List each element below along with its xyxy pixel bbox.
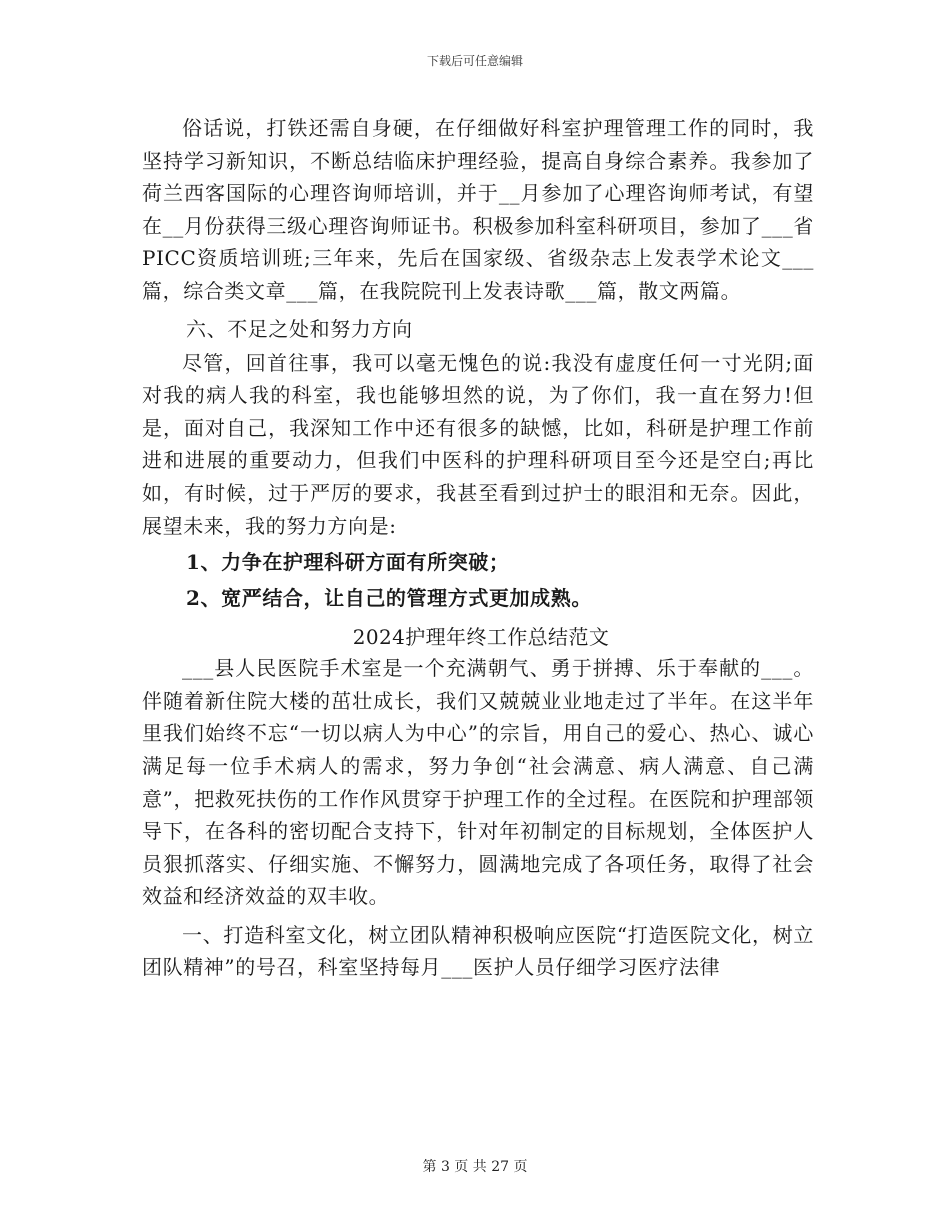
document-body (142, 112, 814, 984)
page-footer: 第 3 页 共 27 页 (422, 1159, 528, 1175)
paragraph-self-improvement: 俗话说，打铁还需自身硬，在仔细做好科室护理管理工作的同时，我坚持学习新知识，不断总结临床护理经验，提高自身综合素养。我参加了荷兰西客国际的心理咨询师培训，并于__月参加了心理咨询师考试，有望在__月份获得三级心理咨询师证书。积极参加科室科研项目，参加了___省PICC资质培训班;三年来，先后在国家级、省级杂志上发表学术论文___篇，综合类文章___篇，在我院院刊上发表诗歌___篇，散文两篇。 (142, 116, 814, 303)
paragraph-shortcomings: 尽管，回首往事，我可以毫无愧色的说:我没有虚度任何一寸光阴;面对我的病人我的科室，我也能够坦然的说，为了你们，我一直在努力!但是，面对自己，我深知工作中还有很多的缺憾，比如，科研是护理工作前进和进展的重要动力，但我们中医科的护理科研项目至今还是空白;再比如，有时候，过于严厉的要求，我甚至看到过护士的眼泪和无奈。因此，展望未来，我的努力方向是: (142, 350, 814, 538)
page-header: 下载后可任意编辑 (426, 54, 523, 68)
document-title: 2024护理年终工作总结范文 (352, 625, 610, 650)
list-item-management: 2、宽严结合，让自己的管理方式更加成熟。 (186, 586, 592, 611)
paragraph-culture: 一、打造科室文化，树立团队精神积极响应医院“打造医院文化，树立团队精神”的号召，科室坚持每月___医护人员仔细学习医疗法律 (142, 922, 814, 980)
list-item-research: 1、力争在护理科研方面有所突破； (186, 550, 510, 575)
paragraph-operating-room: ___县人民医院手术室是一个充满朝气、勇于拼搏、乐于奉献的___。伴随着新住院大楼的茁壮成长，我们又兢兢业业地走过了半年。在这半年里我们始终不忘“一切以病人为中心”的宗旨，用自己的爱心、热心、诚心满足每一位手术病人的需求，努力争创“社会满意、病人满意、自己满意”，把救死扶伤的工作作风贯穿于护理工作的全过程。在医院和护理部领导下，在各科的密切配合支持下，针对年初制定的目标规划，全体医护人员狠抓落实、仔细实施、不懈努力，圆满地完成了各项任务，取得了社会效益和经济效益的双丰收。 (142, 656, 814, 909)
section-heading-shortcomings: 六、不足之处和努力方向 (186, 316, 413, 341)
